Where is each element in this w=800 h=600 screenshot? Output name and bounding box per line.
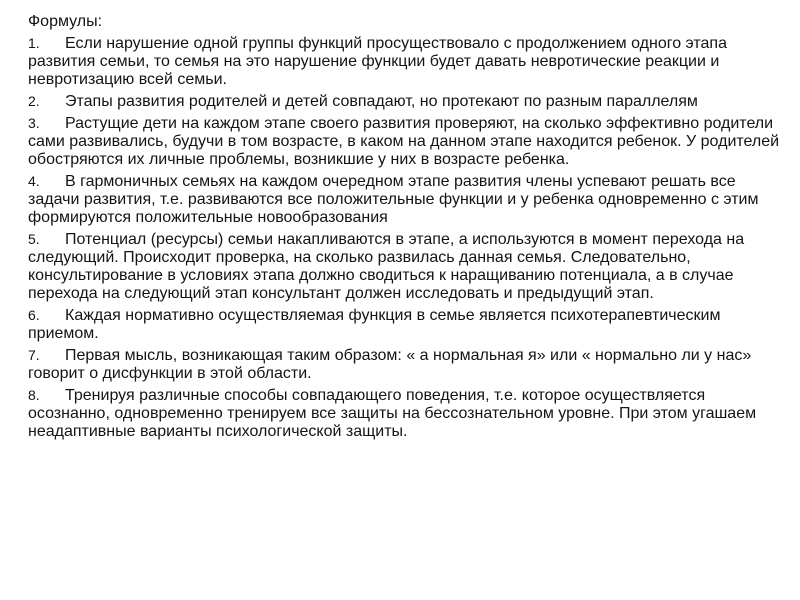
item-text: Этапы развития родителей и детей совпадают, но протекают по разным параллелям [65,93,698,110]
item-number: 4. [28,173,40,189]
item-text: Тренируя различные способы совпадающего поведения, т.е. которое осуществляется осознанно, одновременно тренируем все защиты на бессознательном уровне. При этом угашаем неадаптивные варианты психологической защиты. [28,387,757,440]
list-item [28,346,788,383]
item-text: Каждая нормативно осуществляемая функция в семье является психотерапевтическим приемом. [28,307,721,342]
item-number: 5. [28,231,40,247]
list-item [28,34,788,89]
item-number: 8. [28,387,40,403]
item-number: 7. [28,347,40,363]
list-item [28,306,788,343]
list-item [28,230,788,303]
item-text: Растущие дети на каждом этапе своего развития проверяют, на сколько эффективно родители сами развивались, будучи в том возрасте, в каком на данном этапе находится ребенок. У родителей обостряются их личные проблемы, возникшие у них в возрасте ребенка. [28,115,780,168]
item-number: 2. [28,93,40,109]
item-number: 1. [28,35,40,51]
item-number: 3. [28,115,40,131]
item-number: 6. [28,307,40,323]
list-item [28,172,788,227]
item-text: В гармоничных семьях на каждом очередном этапе развития члены успевают решать все задачи развития, т.е. развиваются все положительные функции и у ребенка одновременно с этим формируются положительные новообразования [28,173,759,226]
slide-heading: Формулы: [28,13,103,30]
formula-list [28,34,788,441]
list-item [28,92,788,111]
list-item [28,386,788,441]
list-item [28,114,788,169]
item-text: Если нарушение одной группы функций просуществовало с продолжением одного этапа развития семьи, то семья на это нарушение функции будет давать невротические реакции и невротизацию всей семьи. [28,35,727,88]
item-text: Потенциал (ресурсы) семьи накапливаются в этапе, а используются в момент перехода на следующий. Происходит проверка, на сколько развилась данная семья. Следовательно, консультирование в условиях этапа должно сводиться к наращиванию потенциала, а в случае перехода на следующий этап консультант должен исследовать и предыдущий этап. [28,231,745,302]
item-text: Первая мысль, возникающая таким образом: « а нормальная я» или « нормально ли у нас» говорит о дисфункции в этой области. [28,347,752,382]
